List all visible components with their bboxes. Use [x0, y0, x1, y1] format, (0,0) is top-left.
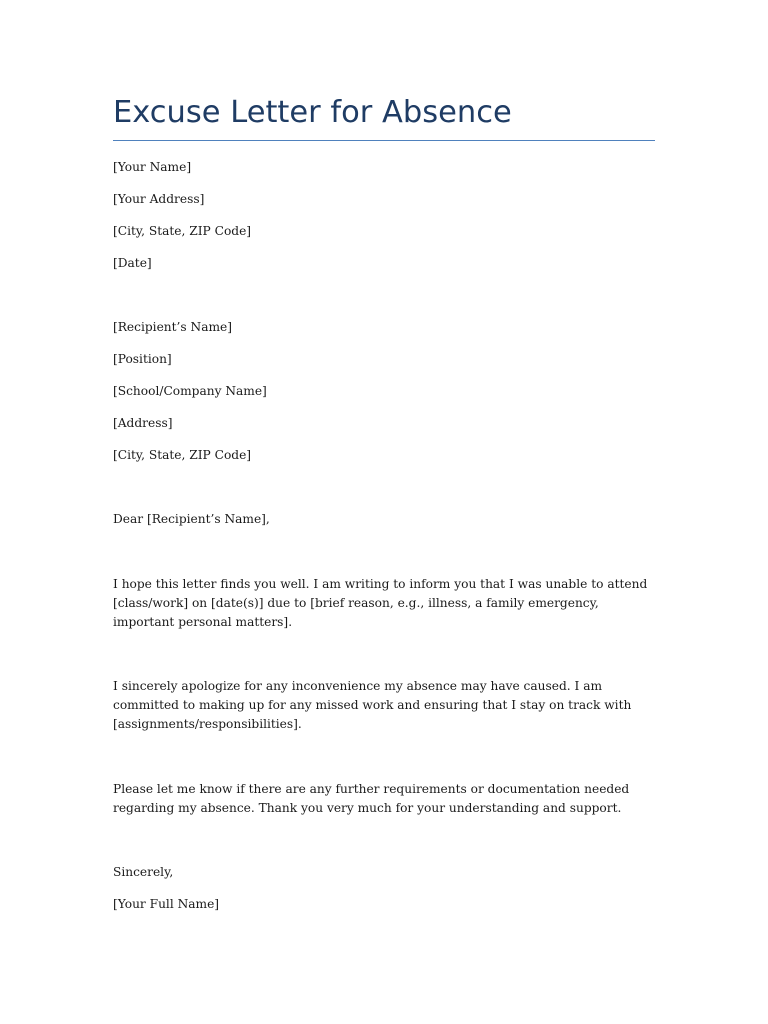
body-paragraph-3: Please let me know if there are any further requirements or documentation needed regarding my absence. Thank you very much for your understanding and support. — [113, 782, 630, 816]
signature-name: [Your Full Name] — [113, 897, 220, 911]
closing: Sincerely, — [113, 865, 174, 879]
recipient-name: [Recipient’s Name] — [113, 320, 232, 334]
salutation: Dear [Recipient’s Name], — [113, 512, 270, 526]
letter-date: [Date] — [113, 256, 152, 270]
recipient-address: [Address] — [113, 416, 173, 430]
body-paragraph-2: I sincerely apologize for any inconvenience my absence may have caused. I am committed to making up for any missed work and ensuring that I stay on track with [assignments/responsibilities]. — [113, 679, 632, 732]
sender-name: [Your Name] — [113, 160, 192, 174]
sender-city-state-zip: [City, State, ZIP Code] — [113, 224, 252, 238]
sender-address: [Your Address] — [113, 192, 205, 206]
recipient-organization: [School/Company Name] — [113, 384, 267, 398]
body-paragraph-1: I hope this letter finds you well. I am writing to inform you that I was unable to attend [class/work] on [date(s)] due to [brief reason, e.g., illness, a family emergency, important personal matters]. — [113, 577, 648, 630]
title-divider — [113, 140, 655, 141]
recipient-position: [Position] — [113, 352, 172, 366]
letter-page — [113, 0, 655, 1024]
recipient-city-state-zip: [City, State, ZIP Code] — [113, 448, 252, 462]
page-title: Excuse Letter for Absence — [113, 95, 512, 130]
